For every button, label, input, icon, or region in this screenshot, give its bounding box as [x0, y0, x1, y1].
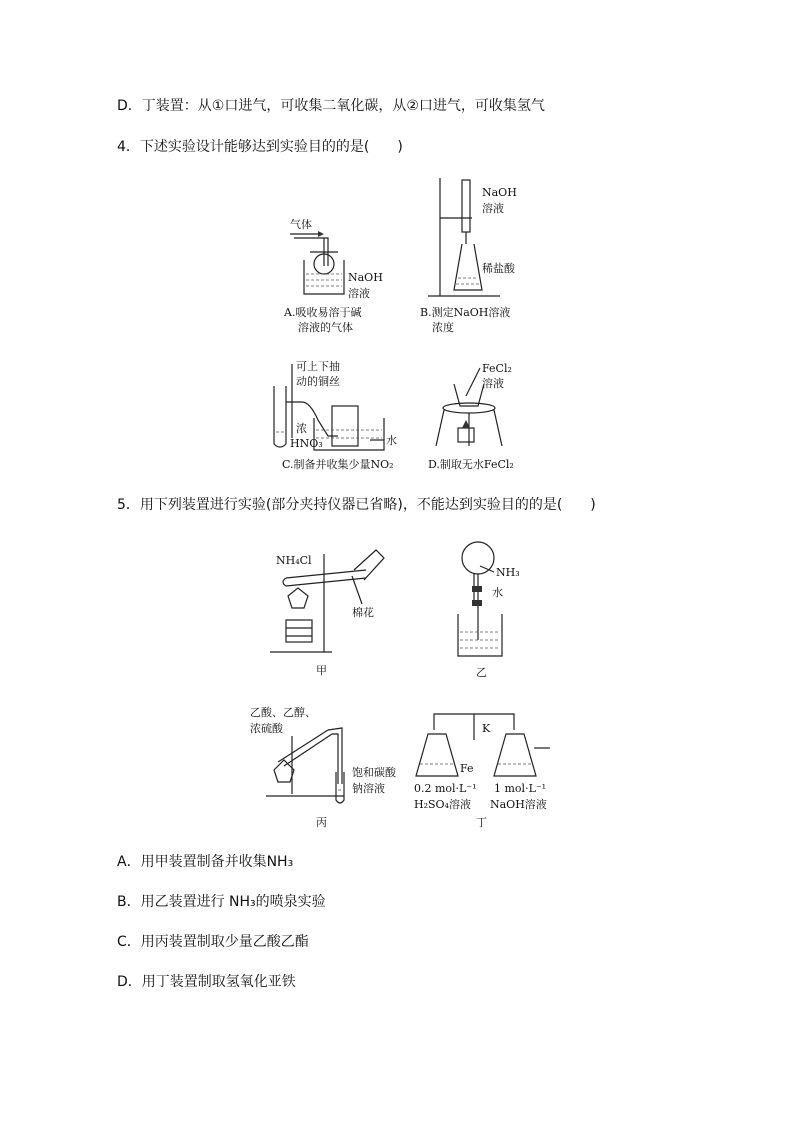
q4-figure-c — [266, 358, 416, 474]
caption-b-2: 浓度 — [432, 321, 454, 334]
label-solution-1: 饱和碳酸 — [352, 766, 396, 779]
label-naoh-2: 溶液 — [348, 287, 370, 300]
label-naoh-2: 溶液 — [482, 202, 504, 215]
label-reagents-2: 浓硫酸 — [250, 722, 283, 735]
label-cotton: 棉花 — [352, 606, 374, 619]
label-k: K — [482, 722, 491, 735]
q5-option-b: B．用乙装置进行 NH₃的喷泉实验 — [117, 894, 326, 910]
q5-figure-jia — [268, 548, 388, 678]
q4-figure-b — [420, 178, 550, 338]
q5-option-d: D．用丁装置制取氢氧化亚铁 — [117, 974, 296, 990]
label-naoh-1: NaOH — [482, 186, 517, 199]
label-wire-1: 可上下抽 — [296, 360, 340, 373]
q4-figure-d — [428, 358, 548, 474]
q4-figure-a — [280, 210, 410, 340]
label-hcl: 稀盐酸 — [482, 262, 515, 275]
label-left-2: H₂SO₄溶液 — [414, 798, 471, 811]
label-solution-2: 钠溶液 — [352, 782, 385, 795]
label-fe: Fe — [460, 762, 474, 775]
caption-d: D.制取无水FeCl₂ — [428, 458, 514, 471]
q5-stem: 5．用下列装置进行实验(部分夹持仪器已省略)，不能达到实验目的的是( ) — [117, 497, 596, 513]
label-left-1: 0.2 mol·L⁻¹ — [414, 782, 477, 795]
caption-b-1: B.测定NaOH溶液 — [420, 306, 511, 319]
q5-figure-yi — [448, 540, 558, 680]
label-acid-2: HNO₃ — [290, 437, 323, 450]
caption-yi: 乙 — [476, 666, 487, 679]
q5-option-c: C．用丙装置制取少量乙酸乙酯 — [117, 934, 309, 950]
caption-c: C.制备并收集少量NO₂ — [282, 458, 394, 471]
q5-figure-bing — [248, 702, 418, 832]
label-water: 水 — [386, 434, 397, 447]
label-acid-1: 浓 — [296, 422, 307, 435]
caption-a-1: A.吸收易溶于碱 — [284, 306, 362, 319]
label-fecl2-1: FeCl₂ — [482, 362, 512, 375]
label-reagents-1: 乙酸、乙醇、 — [250, 706, 316, 719]
q5-figure-ding — [414, 700, 554, 832]
label-nh3: NH₃ — [496, 566, 520, 579]
label-naoh-1: NaOH — [348, 271, 383, 284]
label-water: 水 — [492, 586, 503, 599]
label-gas: 气体 — [290, 218, 312, 231]
caption-ding: 丁 — [476, 816, 487, 829]
label-fecl2-2: 溶液 — [482, 377, 504, 390]
caption-jia: 甲 — [316, 664, 327, 677]
caption-bing: 丙 — [316, 816, 327, 829]
q4-stem: 4．下述实验设计能够达到实验目的的是( ) — [117, 139, 403, 155]
label-right-1: 1 mol·L⁻¹ — [494, 782, 547, 795]
q5-option-a: A．用甲装置制备并收集NH₃ — [117, 854, 294, 870]
label-wire-2: 动的铜丝 — [296, 375, 340, 388]
label-nh4cl: NH₄Cl — [276, 554, 312, 567]
q3-option-d: D．丁装置：从①口进气，可收集二氧化碳，从②口进气，可收集氢气 — [117, 98, 545, 114]
label-right-2: NaOH溶液 — [490, 798, 547, 811]
caption-a-2: 溶液的气体 — [298, 321, 353, 334]
